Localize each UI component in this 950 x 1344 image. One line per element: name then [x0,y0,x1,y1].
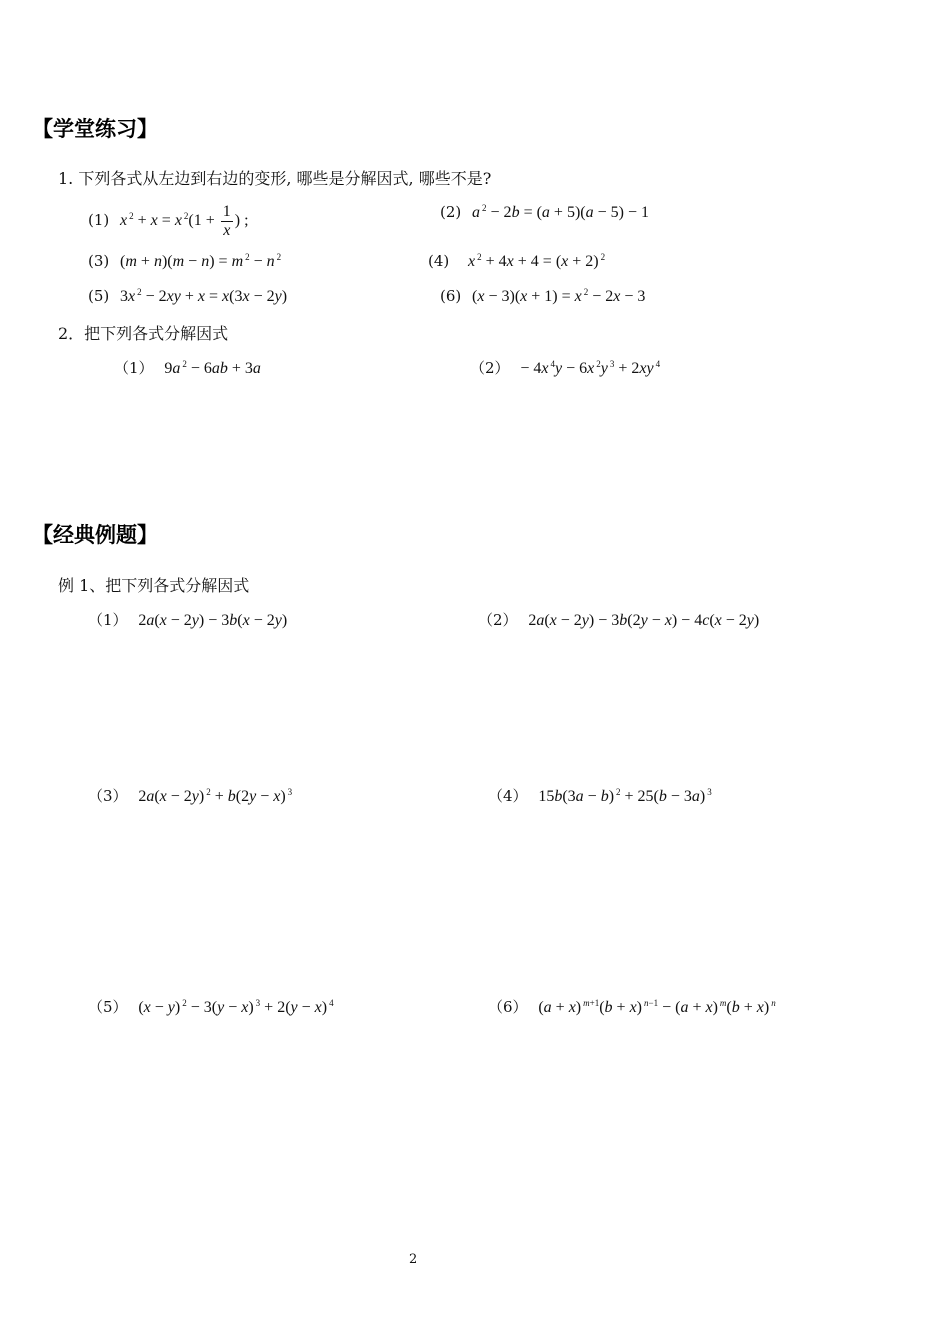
formula: x $^2$ + x = x $^2$(1 + $\frac{1}{x}$ ) ; [120,203,249,239]
formula: − 4x $^4$y − 6x $^2$y $^3$ + 2xy $^4$ [520,359,661,377]
item-label: （1） [88,611,128,629]
formula: x $^2$ + 4x + 4 = (x + 2) $^2$ [468,252,606,270]
q1-item-1 [88,203,249,240]
ex1-item-1 [88,609,287,630]
q2-item-1 [114,357,261,378]
q1-item-6 [440,287,645,306]
q1-item-4 [428,252,605,271]
question-2-prompt: 2．把下列各式分解因式 [58,324,229,343]
ex1-item-3 [88,785,292,806]
item-label: (6) [440,287,462,305]
item-label: (5) [88,287,110,305]
item-label: （1） [114,359,154,377]
formula: (x − y) $^2$ − 3(y − x) $^3$ + 2(y − x) $^4$ [138,998,334,1016]
ex1-item-4 [488,785,712,806]
section-title-examples: 【经典例题】 [32,523,158,547]
formula: 9a $^2$ − 6ab + 3a [164,359,261,377]
item-label: （2） [470,359,510,377]
q1-item-5 [88,287,287,306]
item-label: (2) [440,203,462,221]
fraction: $\frac{1}{x}$ [222,203,231,239]
item-label: (3) [88,252,110,270]
item-label: （4） [488,787,528,805]
formula: (m + n)(m − n) = m $^2$ − n $^2$ [120,252,282,270]
item-label: (4) [428,252,450,270]
example-1-prompt: 例 1、把下列各式分解因式 [58,576,250,595]
formula: 2a(x − 2y) − 3b(2y − x) − 4c(x − 2y) [528,612,760,629]
item-label: （6） [488,998,528,1016]
formula: 2a(x − 2y) − 3b(x − 2y) [138,612,288,629]
formula: (a + x) $^{m+1}$(b + x) $^{n-1}$ − (a + x) $^m$(b + x) $^n$ [538,998,776,1016]
formula: 3x $^2$ − 2xy + x = x(3x − 2y) [120,287,288,305]
q1-item-3 [88,252,281,271]
formula: (x − 3)(x + 1) = x $^2$ − 2x − 3 [472,287,646,305]
item-label: （2） [478,611,518,629]
q2-item-2 [470,357,660,378]
item-label: （5） [88,998,128,1016]
formula: 15b(3a − b) $^2$ + 25(b − 3a) $^3$ [538,787,712,805]
ex1-item-5 [88,996,334,1017]
item-label: （3） [88,787,128,805]
page-number: 2 [409,1252,418,1267]
ex1-item-6 [488,996,776,1017]
section-title-practice: 【学堂练习】 [32,117,158,141]
formula: a $^2$ − 2b = (a + 5)(a − 5) − 1 [472,203,649,221]
formula: 2a(x − 2y) $^2$ + b(2y − x) $^3$ [138,787,293,805]
item-label: (1) [88,211,110,230]
question-1-prompt: 1. 下列各式从左边到右边的变形, 哪些是分解因式, 哪些不是? [58,169,492,188]
ex1-item-2 [478,609,759,630]
q1-item-2 [440,203,649,222]
